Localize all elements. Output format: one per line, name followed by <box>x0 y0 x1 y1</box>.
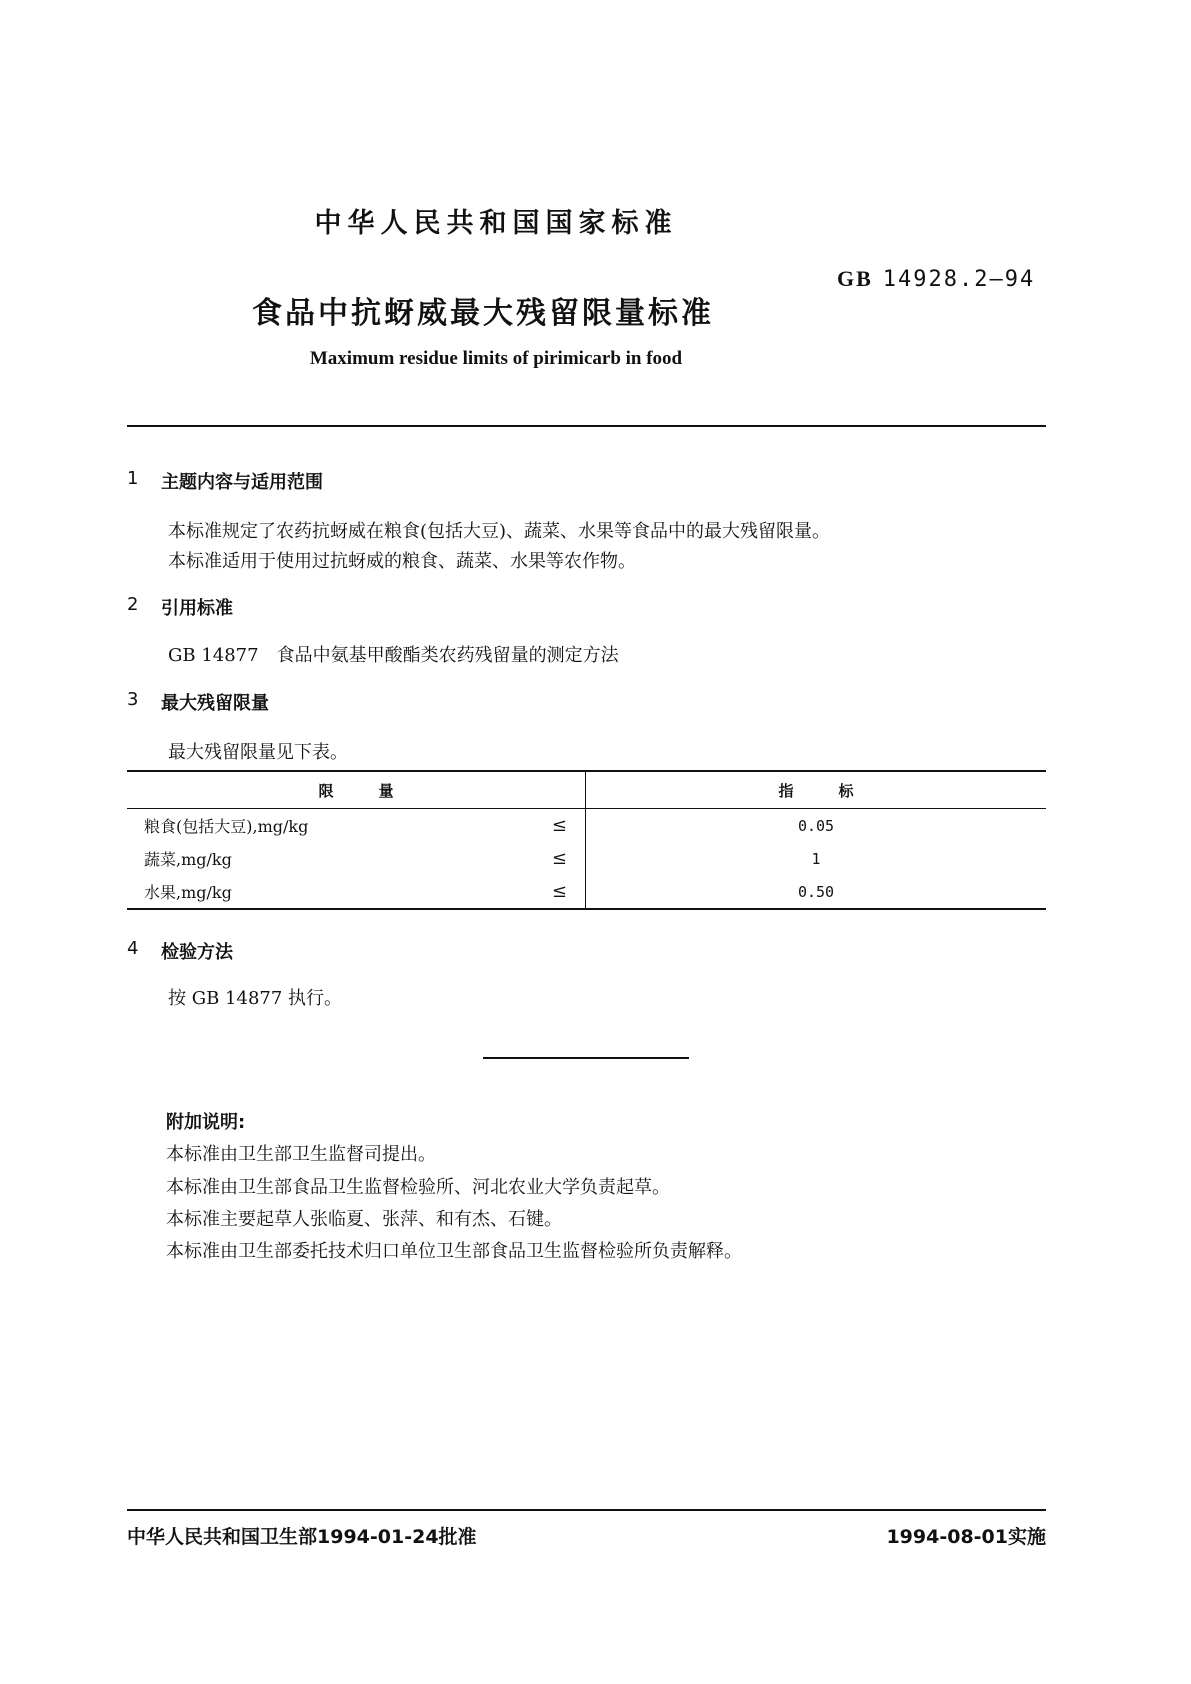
row-item: 水果,mg/kg <box>144 883 232 902</box>
national-standard-heading: 中华人民共和国国家标准 <box>314 208 678 239</box>
row-value: 0.50 <box>586 875 1047 909</box>
residue-limits-table <box>127 770 1046 910</box>
table-row <box>127 809 1046 843</box>
section-number: 4 <box>127 938 139 959</box>
section-number: 3 <box>127 689 139 710</box>
note-line: 本标准由卫生部委托技术归口单位卫生部食品卫生监督检验所负责解释。 <box>166 1241 742 1262</box>
row-value: 0.05 <box>797 816 835 835</box>
notes-title: 附加说明: <box>166 1112 246 1133</box>
less-equal-sign: ≤ <box>551 815 567 836</box>
approval-date: 中华人民共和国卫生部1994-01-24批准 <box>127 1526 477 1548</box>
standard-code <box>837 266 1035 292</box>
paragraph: 本标准规定了农药抗蚜威在粮食(包括大豆)、蔬菜、水果等食品中的最大残留限量。 <box>168 521 831 542</box>
row-value: 1 <box>811 849 821 868</box>
note-line: 本标准主要起草人张临夏、张萍、和有杰、石键。 <box>166 1209 562 1230</box>
paragraph: 最大残留限量见下表。 <box>168 742 348 763</box>
section-title: 最大残留限量 <box>161 693 269 714</box>
header-index: 指 标 <box>586 771 1047 809</box>
less-equal-sign: ≤ <box>551 848 567 869</box>
header-rule <box>127 425 1046 427</box>
section-title: 检验方法 <box>161 942 233 963</box>
standard-code-prefix: GB <box>837 266 873 291</box>
header-limit: 限 量 <box>127 771 586 809</box>
table-header-row <box>127 771 1046 809</box>
footer-rule <box>127 1509 1046 1511</box>
section-number: 1 <box>127 468 139 489</box>
paragraph: 本标准适用于使用过抗蚜威的粮食、蔬菜、水果等农作物。 <box>168 551 636 572</box>
section-number: 2 <box>127 594 139 615</box>
less-equal-sign: ≤ <box>551 881 567 902</box>
row-item: 粮食(包括大豆),mg/kg <box>144 817 309 836</box>
table-row <box>127 842 1046 875</box>
section-title: 引用标准 <box>161 598 233 619</box>
section-title: 主题内容与适用范围 <box>161 472 323 493</box>
table-row <box>127 875 1046 909</box>
standard-code-number: 14928.2—94 <box>882 267 1036 292</box>
document-title: 食品中抗蚜威最大残留限量标准 <box>252 296 714 331</box>
end-rule <box>483 1057 689 1059</box>
paragraph: 按 GB 14877 执行。 <box>168 988 343 1009</box>
effective-date: 1994-08-01实施 <box>886 1526 1046 1548</box>
note-line: 本标准由卫生部卫生监督司提出。 <box>166 1144 436 1165</box>
referenced-standard: GB 14877 食品中氨基甲酸酯类农药残留量的测定方法 <box>168 645 619 666</box>
document-title-english: Maximum residue limits of pirimicarb in food <box>309 348 683 369</box>
note-line: 本标准由卫生部食品卫生监督检验所、河北农业大学负责起草。 <box>166 1177 670 1198</box>
row-item: 蔬菜,mg/kg <box>144 850 232 869</box>
